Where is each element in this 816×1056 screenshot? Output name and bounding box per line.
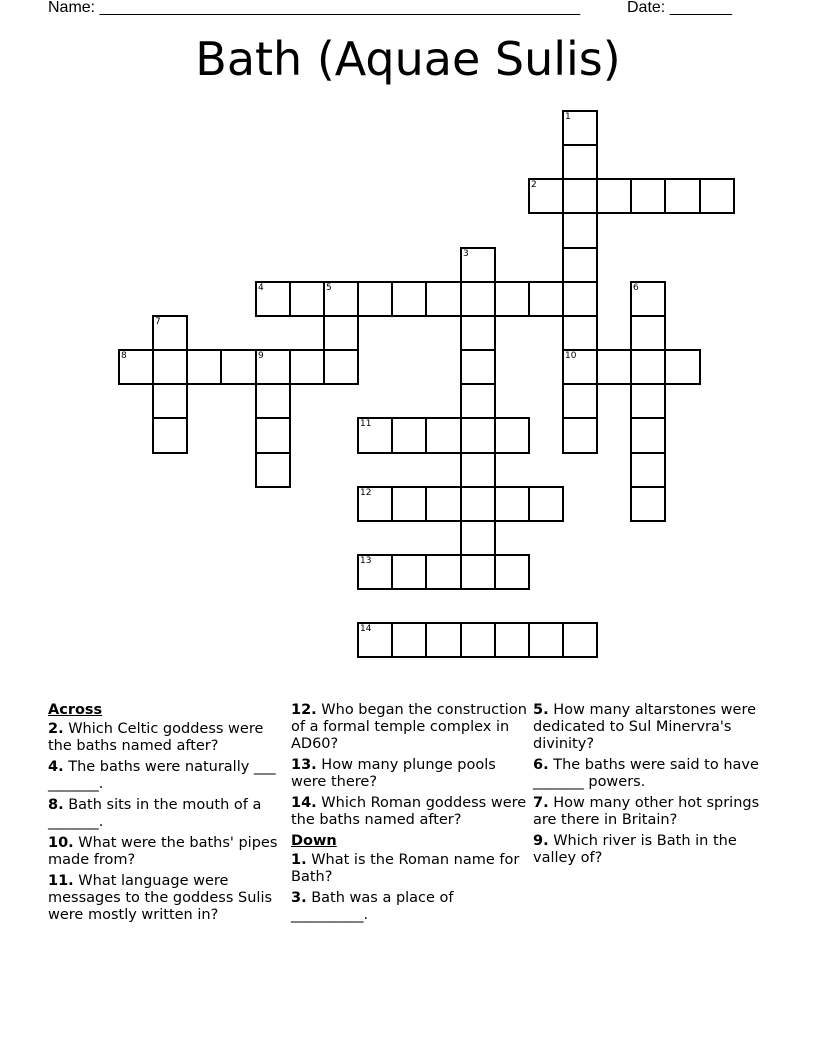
crossword-cell[interactable] [323, 281, 359, 317]
cell-number: 8 [121, 351, 127, 361]
crossword-cell[interactable] [630, 486, 666, 522]
crossword-cell[interactable] [494, 622, 530, 658]
crossword-cell[interactable] [528, 178, 564, 214]
crossword-cell[interactable] [562, 178, 598, 214]
crossword-cell[interactable] [460, 315, 496, 351]
crossword-cell[interactable] [460, 383, 496, 419]
crossword-cell[interactable] [630, 452, 666, 488]
clue-across-8: 8. Bath sits in the mouth of a _______. [48, 797, 262, 830]
crossword-cell[interactable] [186, 349, 222, 385]
clues-column-2 [291, 702, 531, 928]
crossword-cell[interactable] [255, 383, 291, 419]
clue-across-13: 13. How many plunge pools were there? [291, 757, 496, 790]
crossword-cell[interactable] [494, 281, 530, 317]
cell-number: 13 [360, 556, 372, 566]
crossword-cell[interactable] [630, 383, 666, 419]
crossword-cell[interactable] [562, 247, 598, 283]
crossword-cell[interactable] [255, 349, 291, 385]
crossword-cell[interactable] [699, 178, 735, 214]
crossword-cell[interactable] [220, 349, 257, 385]
crossword-cell[interactable] [630, 349, 666, 385]
crossword-cell[interactable] [630, 178, 666, 214]
across-heading: Across [48, 702, 103, 718]
crossword-cell[interactable] [255, 281, 291, 317]
cell-number: 3 [463, 249, 469, 259]
crossword-cell[interactable] [289, 281, 325, 317]
crossword-cell[interactable] [152, 315, 188, 351]
clue-across-14: 14. Which Roman goddess were the baths named after? [291, 795, 527, 828]
crossword-cell[interactable] [664, 178, 701, 214]
crossword-cell[interactable] [152, 383, 188, 419]
clue-down-9: 9. Which river is Bath in the valley of? [533, 833, 737, 866]
crossword-cell[interactable] [323, 349, 359, 385]
clue-down-1: 1. What is the Roman name for Bath? [291, 852, 520, 885]
crossword-cell[interactable] [460, 622, 496, 658]
crossword-cell[interactable] [460, 554, 496, 590]
cell-number: 4 [258, 283, 264, 293]
down-heading: Down [291, 833, 337, 849]
crossword-cell[interactable] [460, 247, 496, 283]
crossword-cell[interactable] [425, 486, 462, 522]
clue-down-3: 3. Bath was a place of __________. [291, 890, 454, 923]
crossword-cell[interactable] [460, 417, 496, 454]
cell-number: 6 [633, 283, 639, 293]
crossword-cell[interactable] [289, 349, 325, 385]
cell-number: 14 [360, 624, 372, 634]
crossword-cell[interactable] [562, 212, 598, 249]
crossword-cell[interactable] [528, 622, 564, 658]
crossword-cell[interactable] [255, 452, 291, 488]
crossword-cell[interactable] [391, 281, 427, 317]
crossword-cell[interactable] [562, 383, 598, 419]
crossword-cell[interactable] [630, 315, 666, 351]
crossword-cell[interactable] [630, 281, 666, 317]
crossword-cell[interactable] [460, 281, 496, 317]
crossword-cell[interactable] [152, 417, 188, 454]
crossword-cell[interactable] [425, 554, 462, 590]
cell-number: 12 [360, 488, 372, 498]
crossword-cell[interactable] [528, 281, 564, 317]
crossword-cell[interactable] [664, 349, 701, 385]
crossword-cell[interactable] [596, 178, 632, 214]
crossword-cell[interactable] [391, 486, 427, 522]
clues-column-1 [48, 702, 288, 928]
crossword-cell[interactable] [596, 349, 632, 385]
crossword-cell[interactable] [630, 417, 666, 454]
cell-number: 1 [565, 112, 571, 122]
crossword-cell[interactable] [425, 281, 462, 317]
crossword-cell[interactable] [357, 417, 393, 454]
clue-down-7: 7. How many other hot springs are there in Britain? [533, 795, 760, 828]
clue-across-12: 12. Who began the construction of a formal temple complex in AD60? [291, 702, 527, 752]
cell-number: 5 [326, 283, 332, 293]
crossword-cell[interactable] [460, 349, 496, 385]
crossword-cell[interactable] [460, 452, 496, 488]
date-field-label: Date: _______ [627, 0, 732, 16]
crossword-cell[interactable] [391, 622, 427, 658]
crossword-cell[interactable] [562, 110, 598, 146]
page-title: Bath (Aquae Sulis) [195, 32, 621, 86]
crossword-cell[interactable] [391, 417, 427, 454]
clue-across-4: 4. The baths were naturally ___ _______. [48, 759, 276, 792]
name-field-label: Name: ______________________________________________________ [48, 0, 581, 16]
crossword-cell[interactable] [323, 315, 359, 351]
crossword-cell[interactable] [528, 486, 564, 522]
crossword-cell[interactable] [391, 554, 427, 590]
crossword-cell[interactable] [255, 417, 291, 454]
cell-number: 2 [531, 180, 537, 190]
crossword-cell[interactable] [357, 554, 393, 590]
crossword-cell[interactable] [357, 281, 393, 317]
cell-number: 7 [155, 317, 161, 327]
clues-column-3 [533, 702, 773, 871]
clue-across-11: 11. What language were messages to the goddess Sulis were mostly written in? [48, 873, 273, 923]
crossword-cell[interactable] [460, 520, 496, 556]
clue-across-2: 2. Which Celtic goddess were the baths named after? [48, 721, 264, 754]
crossword-cell[interactable] [425, 622, 462, 658]
clue-down-6: 6. The baths were said to have _______ powers. [533, 757, 759, 790]
crossword-cell[interactable] [460, 486, 496, 522]
cell-number: 10 [565, 351, 577, 361]
crossword-cell[interactable] [357, 486, 393, 522]
crossword-cell[interactable] [357, 622, 393, 658]
crossword-cell[interactable] [562, 349, 598, 385]
clue-across-10: 10. What were the baths' pipes made from? [48, 835, 278, 868]
crossword-cell[interactable] [562, 144, 598, 180]
crossword-cell[interactable] [562, 315, 598, 351]
crossword-cell[interactable] [494, 486, 530, 522]
cell-number: 11 [360, 419, 372, 429]
crossword-cell[interactable] [425, 417, 462, 454]
crossword-cell[interactable] [494, 417, 530, 454]
cell-number: 9 [258, 351, 264, 361]
clue-down-5: 5. How many altarstones were dedicated to Sul Minervra's divinity? [533, 702, 757, 752]
crossword-cell[interactable] [562, 417, 598, 454]
crossword-cell[interactable] [562, 622, 598, 658]
crossword-cell[interactable] [562, 281, 598, 317]
crossword-cell[interactable] [118, 349, 154, 385]
crossword-cell[interactable] [494, 554, 530, 590]
crossword-cell[interactable] [152, 349, 188, 385]
